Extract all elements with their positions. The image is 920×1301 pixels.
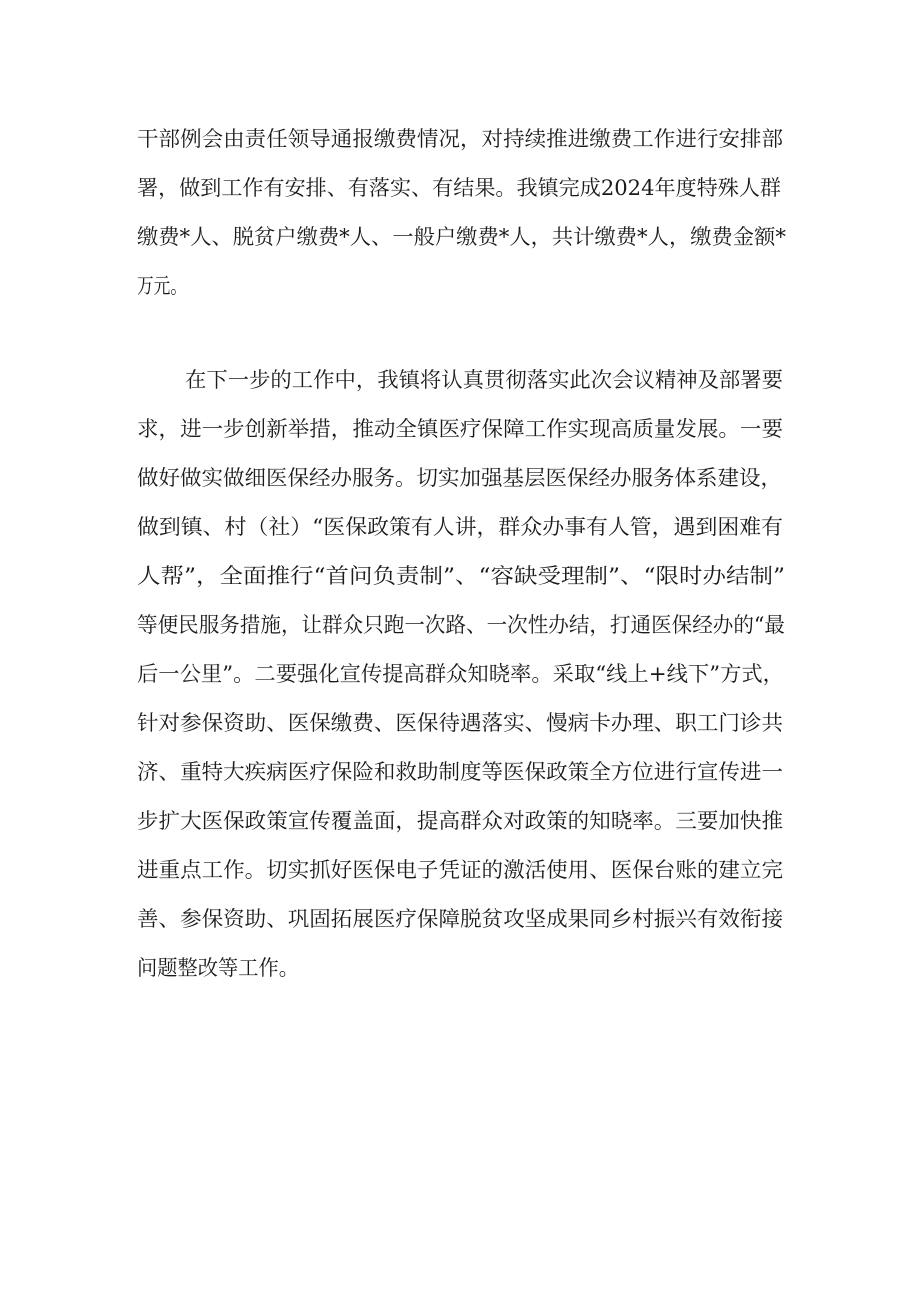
text-line: 善、参保资助、巩固拓展医疗保障脱贫攻坚成果同乡村振兴有效衔接	[137, 907, 783, 931]
paragraph-2-line-8	[0, 699, 920, 747]
text-line: 万元。	[137, 274, 187, 298]
paragraph-2-line-10	[0, 797, 920, 845]
paragraph-2-line-1	[0, 356, 920, 404]
text-line: 求，进一步创新举措，推动全镇医疗保障工作实现高质量发展。一要	[137, 417, 783, 441]
paragraph-2-line-7	[0, 650, 920, 698]
text-line: 等便民服务措施，让群众只跑一次路、一次性办结，打通医保经办的“最	[137, 613, 785, 637]
text-line: 步扩大医保政策宣传覆盖面，提高群众对政策的知晓率。三要加快推	[137, 809, 783, 833]
text-line: 做好做实做细医保经办服务。切实加强基层医保经办服务体系建设，	[137, 466, 782, 490]
text-line: 人帮”，全面推行“首问负责制”、“容缺受理制”、“限时办结制”	[137, 564, 785, 588]
paragraph-2-line-3	[0, 454, 920, 502]
text-line: 后一公里”。二要强化宣传提高群众知晓率。采取“线上+线下”方式，	[137, 662, 784, 686]
text-line: 缴费*人、脱贫户缴费*人、一般户缴费*人，共计缴费*人，缴费金额*	[137, 225, 786, 249]
paragraph-2-line-4	[0, 503, 920, 551]
text-line: 济、重特大疾病医疗保险和救助制度等医保政策全方位进行宣传进一	[137, 760, 783, 784]
text-line: 署，做到工作有安排、有落实、有结果。我镇完成2024年度特殊人群	[137, 176, 781, 200]
text-line: 进重点工作。切实抓好医保电子凭证的激活使用、医保台账的建立完	[137, 858, 783, 882]
text-line: 干部例会由责任领导通报缴费情况，对持续推进缴费工作进行安排部	[137, 127, 783, 151]
paragraph-1-line-4	[0, 262, 920, 310]
text-line: 在下一步的工作中，我镇将认真贯彻落实此次会议精神及部署要	[185, 368, 783, 392]
paragraph-1-line-2	[0, 164, 920, 212]
paragraph-1-line-3	[0, 213, 920, 261]
paragraph-2-line-2	[0, 405, 920, 453]
paragraph-2-line-11	[0, 846, 920, 894]
paragraph-2-line-6	[0, 601, 920, 649]
paragraph-2-line-5	[0, 552, 920, 600]
paragraph-2-line-13	[0, 944, 920, 992]
paragraph-1-line-1	[0, 115, 920, 163]
paragraph-2-line-9	[0, 748, 920, 796]
text-line: 问题整改等工作。	[137, 956, 299, 980]
text-line: 做到镇、村（社）“医保政策有人讲，群众办事有人管，遇到困难有	[137, 515, 784, 539]
paragraph-2-line-12	[0, 895, 920, 943]
text-line: 针对参保资助、医保缴费、医保待遇落实、慢病卡办理、职工门诊共	[137, 711, 783, 735]
